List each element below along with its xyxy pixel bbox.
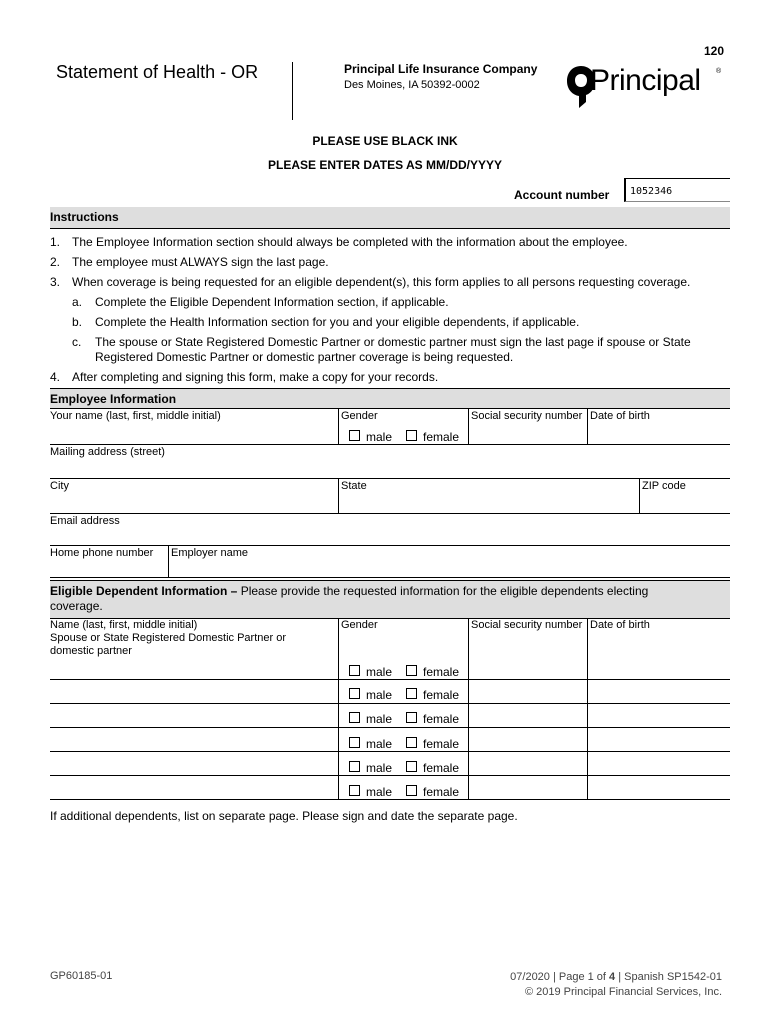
employee-name-label: Your name (last, first, middle initial) xyxy=(50,410,221,422)
divider xyxy=(50,228,730,229)
male-checkbox[interactable] xyxy=(349,712,360,723)
female-label: female xyxy=(423,785,460,799)
male-checkbox[interactable] xyxy=(349,688,360,699)
instruction-subitem: The spouse or State Registered Domestic Partner or domestic partner must sign the last page if spouse or State xyxy=(95,335,691,349)
dob-label: Date of birth xyxy=(590,410,650,422)
male-label: male xyxy=(366,761,393,775)
female-label: female xyxy=(423,737,460,751)
divider xyxy=(468,618,469,800)
zip-field[interactable] xyxy=(640,479,730,513)
female-checkbox[interactable] xyxy=(406,712,417,723)
gender-label: Gender xyxy=(341,410,378,422)
male-label: male xyxy=(366,665,393,679)
female-label: female xyxy=(423,430,460,444)
female-label: female xyxy=(423,761,460,775)
home-phone-field[interactable] xyxy=(50,546,168,577)
female-checkbox[interactable] xyxy=(406,761,417,772)
dependent-gender-label: Gender xyxy=(341,619,378,631)
dependent-name-input[interactable] xyxy=(50,752,338,775)
header-divider xyxy=(292,62,293,120)
state-label: State xyxy=(341,480,367,492)
logo-registered-mark: ® xyxy=(716,68,722,75)
account-number-label: Account number xyxy=(514,188,610,202)
mailing-address-field[interactable] xyxy=(50,445,730,478)
city-field[interactable] xyxy=(50,479,338,513)
employee-name-field[interactable] xyxy=(50,409,338,444)
principal-logo xyxy=(566,62,726,112)
employee-info-title: Employee Information xyxy=(50,392,177,406)
instruction-item: The Employee Information section should always be completed with the information about the employee. xyxy=(72,235,628,249)
instructions-title: Instructions xyxy=(50,210,119,224)
date-format-notice: PLEASE ENTER DATES AS MM/DD/YYYY xyxy=(267,158,503,172)
instruction-subitem: Complete the Eligible Dependent Information section, if applicable. xyxy=(95,295,449,309)
female-checkbox[interactable] xyxy=(406,665,417,676)
copyright: © 2019 Principal Financial Services, Inc. xyxy=(524,986,722,998)
additional-dependents-note: If additional dependents, list on separate page. Please sign and date the separate page. xyxy=(50,809,518,823)
spouse-label-continued: domestic partner xyxy=(50,645,132,657)
male-checkbox[interactable] xyxy=(349,430,360,441)
list-letter: c. xyxy=(72,335,82,349)
dependent-name-label: Name (last, first, middle initial) xyxy=(50,619,198,631)
list-number: 2. xyxy=(50,255,61,269)
page-total: 4 xyxy=(609,971,616,983)
male-checkbox[interactable] xyxy=(349,761,360,772)
employee-info-header xyxy=(50,389,730,408)
email-label: Email address xyxy=(50,515,120,527)
ssn-label: Social security number xyxy=(471,410,583,422)
document-title: Statement of Health - OR xyxy=(56,62,259,82)
instruction-subitem: Complete the Health Information section for you and your eligible dependents, if applicable. xyxy=(95,315,580,329)
dependent-name-input[interactable] xyxy=(50,660,338,678)
dependent-info-description: Please provide the requested information for the eligible dependents electing xyxy=(237,584,649,598)
dependent-info-header xyxy=(50,581,730,618)
page-info-suffix: | Spanish SP1542-01 xyxy=(615,971,722,983)
account-number-value: 1052346 xyxy=(630,186,673,197)
dependent-name-input[interactable] xyxy=(50,728,338,751)
employee-ssn-field[interactable] xyxy=(469,409,587,444)
employer-name-field[interactable] xyxy=(169,546,730,577)
male-label: male xyxy=(366,737,393,751)
dependent-dob-label: Date of birth xyxy=(590,619,650,631)
instruction-item: The employee must ALWAYS sign the last page. xyxy=(72,255,329,269)
male-label: male xyxy=(366,712,393,726)
female-checkbox[interactable] xyxy=(406,430,417,441)
male-label: male xyxy=(366,430,393,444)
male-checkbox[interactable] xyxy=(349,737,360,748)
instruction-subitem-continued: Registered Domestic Partner or domestic partner coverage is being requested. xyxy=(95,350,514,364)
dependent-name-input[interactable] xyxy=(50,704,338,727)
female-checkbox[interactable] xyxy=(406,737,417,748)
divider xyxy=(50,799,730,800)
female-checkbox[interactable] xyxy=(406,688,417,699)
mailing-address-label: Mailing address (street) xyxy=(50,446,165,458)
spouse-label: Spouse or State Registered Domestic Partner or xyxy=(50,632,287,644)
footer-page-info xyxy=(400,970,722,1000)
black-ink-notice: PLEASE USE BLACK INK xyxy=(312,134,458,148)
instructions-header xyxy=(50,207,730,228)
dependent-ssn-label: Social security number xyxy=(471,619,583,631)
instruction-item: After completing and signing this form, make a copy for your records. xyxy=(72,370,439,384)
male-label: male xyxy=(366,785,393,799)
list-letter: b. xyxy=(72,315,83,329)
dependent-name-input[interactable] xyxy=(50,776,338,799)
home-phone-label: Home phone number xyxy=(50,547,154,559)
divider xyxy=(338,408,339,444)
female-label: female xyxy=(423,688,460,702)
employer-name-label: Employer name xyxy=(171,547,249,559)
state-field[interactable] xyxy=(339,479,639,513)
male-checkbox[interactable] xyxy=(349,785,360,796)
dependent-info-title: Eligible Dependent Information – xyxy=(50,584,238,598)
dependent-name-input[interactable] xyxy=(50,680,338,703)
list-number: 3. xyxy=(50,275,61,289)
page-info-prefix: 07/2020 | Page 1 of xyxy=(510,971,610,983)
female-label: female xyxy=(423,665,460,679)
form-code: GP60185-01 xyxy=(50,970,113,982)
female-checkbox[interactable] xyxy=(406,785,417,796)
divider xyxy=(587,618,588,800)
company-name: Principal Life Insurance Company xyxy=(344,62,538,76)
list-number: 1. xyxy=(50,235,61,249)
dependent-info-description-continued: coverage. xyxy=(50,599,103,613)
city-label: City xyxy=(50,480,69,492)
divider xyxy=(50,577,730,578)
list-letter: a. xyxy=(72,295,83,309)
female-label: female xyxy=(423,712,460,726)
instruction-item: When coverage is being requested for an eligible dependent(s), this form applies to all persons requesting coverage. xyxy=(72,275,691,289)
divider xyxy=(338,618,339,800)
company-address: Des Moines, IA 50392-0002 xyxy=(344,79,480,91)
email-field[interactable] xyxy=(50,514,730,545)
logo-wordmark: Principal xyxy=(590,64,701,97)
male-checkbox[interactable] xyxy=(349,665,360,676)
list-number: 4. xyxy=(50,370,61,384)
page-number: 120 xyxy=(704,44,725,58)
employee-dob-field[interactable] xyxy=(588,409,730,444)
zip-label: ZIP code xyxy=(642,480,686,492)
male-label: male xyxy=(366,688,393,702)
